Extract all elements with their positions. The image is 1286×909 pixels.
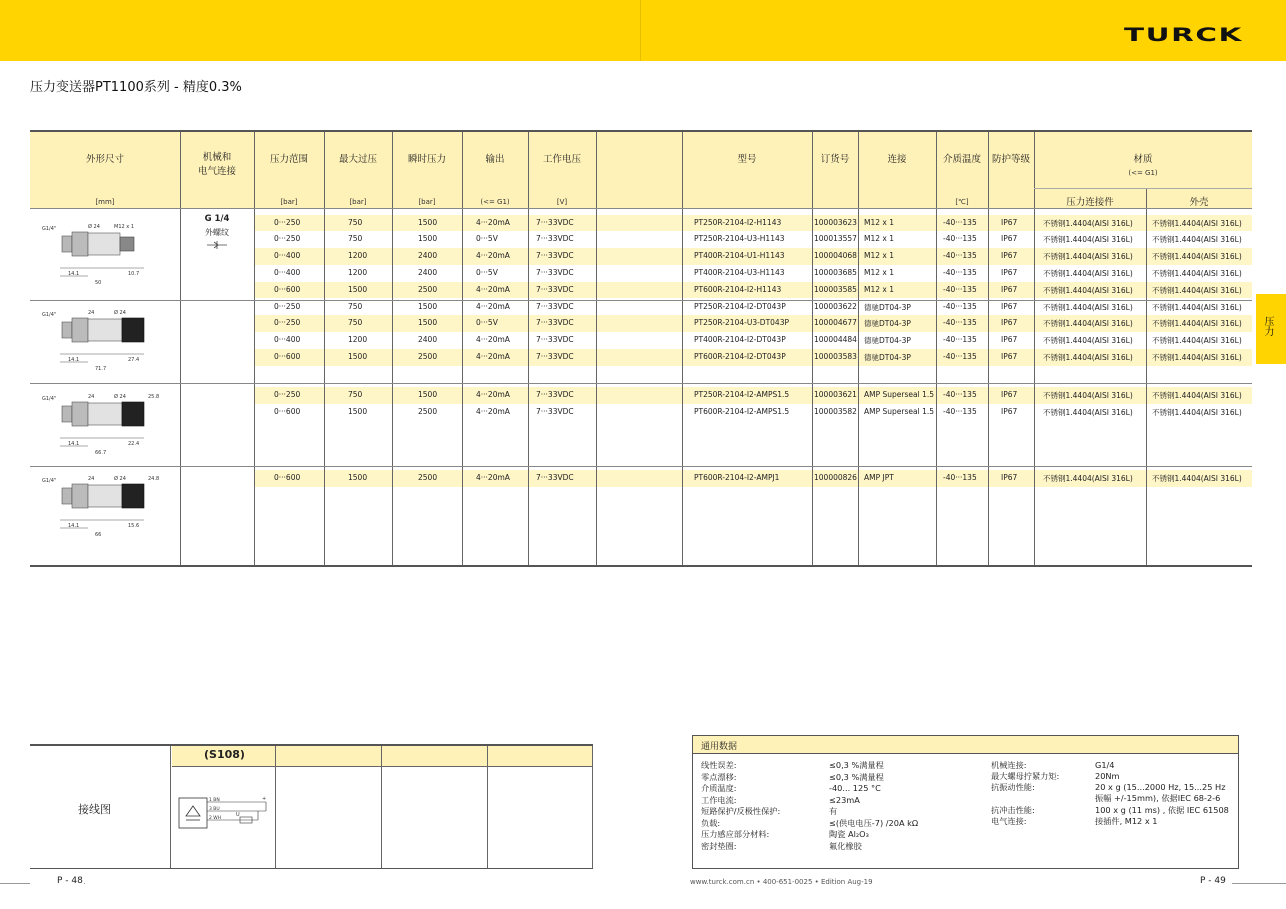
cell-burst: 1500	[418, 217, 438, 227]
cell-burst: 1500	[418, 318, 438, 328]
cell-ip: IP67	[1001, 284, 1018, 294]
cell-plug: M12 x 1	[864, 267, 894, 277]
brand-logo: TURCK	[1124, 24, 1243, 46]
cell-ident: 100003585	[814, 284, 857, 294]
dimension-label: 10.7	[128, 271, 140, 277]
spec-label: 工作电流:	[701, 794, 737, 805]
cell-ident: 100013557	[814, 234, 857, 244]
cell-mat1: 不锈钢1.4404(AISI 316L)	[1043, 407, 1133, 417]
dimension-label: 14.1	[68, 441, 80, 447]
cell-mat2: 不锈钢1.4404(AISI 316L)	[1152, 336, 1242, 346]
cell-temp: -40···135	[943, 390, 977, 399]
dimension-label: G1/4"	[42, 226, 57, 232]
cell-out: 4···20mA	[476, 251, 510, 261]
header-pressure-range: 压力范围	[269, 154, 308, 165]
table-row	[254, 315, 1252, 332]
cell-range: 0···600	[274, 473, 301, 482]
cell-ident: 100003685	[814, 267, 857, 277]
sensor-drawing	[40, 388, 170, 460]
cell-mat2: 不锈钢1.4404(AISI 316L)	[1152, 235, 1242, 245]
pin-3-label: 3 BU	[209, 807, 220, 812]
cell-out: 4···20mA	[476, 390, 510, 399]
header-temp: 介质温度	[942, 154, 981, 165]
dimension-label: 24.8	[148, 476, 160, 482]
cell-plug: M12 x 1	[864, 251, 894, 261]
side-tab-label: 压力	[1262, 316, 1273, 336]
spec-value: ≤23mA	[829, 794, 860, 805]
spec-label: 抗冲击性能:	[991, 805, 1035, 815]
table-row	[254, 215, 1252, 232]
spec-label: 零点漂移:	[701, 771, 737, 782]
table-row	[254, 265, 1252, 282]
cell-ip: IP67	[1001, 390, 1018, 399]
cell-burst: 1500	[418, 301, 438, 311]
spec-label: 机械连接:	[991, 760, 1027, 770]
cell-over: 750	[348, 390, 363, 399]
cell-ip: IP67	[1001, 318, 1018, 328]
dimension-label: 15.6	[128, 523, 140, 529]
cell-range: 0···250	[274, 301, 301, 311]
sensor-drawing	[40, 218, 170, 290]
dimension-label: 22.4	[128, 441, 140, 447]
cell-type: PT250R-2104-I2-AMPS1.5	[694, 390, 790, 399]
dimension-label: Ø 24	[114, 476, 126, 482]
cell-plug: 德驰DT04-3P	[864, 336, 911, 346]
table-row	[254, 387, 1252, 404]
spec-value: ≤0,3 %满量程	[829, 760, 884, 770]
cell-range: 0···250	[274, 390, 301, 399]
cell-ident: 100003621	[814, 390, 857, 399]
load-label: U	[236, 812, 240, 818]
cell-temp: -40···135	[943, 335, 977, 345]
spec-label: 介质温度:	[701, 783, 737, 793]
cell-type: PT250R-2104-I2-DT043P	[694, 301, 786, 311]
cell-range: 0···600	[274, 284, 301, 294]
cell-mat1: 不锈钢1.4404(AISI 316L)	[1043, 336, 1133, 346]
cell-range: 0···250	[274, 234, 301, 244]
cell-type: PT400R-2104-I2-DT043P	[694, 335, 786, 345]
table-header	[30, 132, 1252, 208]
header-max-overpressure-unit: [bar]	[349, 198, 367, 206]
header-material-conn: 压力连接件	[1066, 197, 1114, 208]
dimension-label: 50	[95, 280, 102, 286]
cell-ident: 100004068	[814, 251, 857, 261]
wiring-label: 接线图	[78, 803, 111, 816]
dimension-label: 14.1	[68, 357, 80, 363]
spec-value: ≤(供电电压-7) /20A kΩ	[829, 817, 919, 828]
cell-ip: IP67	[1001, 267, 1018, 277]
header-connection: 机械和 电气连接	[197, 152, 236, 177]
header-material-unit: (<= G1)	[1128, 169, 1158, 177]
cell-temp: -40···135	[943, 267, 977, 277]
dimension-label: 24	[88, 310, 95, 316]
cell-out: 4···20mA	[476, 284, 510, 294]
cell-range: 0···250	[274, 318, 301, 328]
general-data-title: 通用数据	[701, 742, 738, 752]
cell-volt: 7···33VDC	[536, 473, 574, 482]
cell-range: 0···400	[274, 251, 301, 261]
dimension-label: 71.7	[95, 366, 107, 372]
cell-mat1: 不锈钢1.4404(AISI 316L)	[1043, 319, 1133, 329]
dimension-label: 24	[88, 394, 95, 400]
cell-over: 1500	[348, 284, 368, 294]
cell-mat1: 不锈钢1.4404(AISI 316L)	[1043, 474, 1133, 483]
cell-over: 1500	[348, 351, 368, 361]
cell-mat1: 不锈钢1.4404(AISI 316L)	[1043, 391, 1133, 400]
plus-label: +	[262, 796, 267, 802]
cell-mat1: 不锈钢1.4404(AISI 316L)	[1043, 252, 1133, 262]
spec-value: 氟化橡胶	[829, 840, 862, 851]
cell-type: PT600R-2104-I2-AMPJ1	[694, 473, 780, 482]
cell-mat2: 不锈钢1.4404(AISI 316L)	[1152, 352, 1242, 362]
cell-mat1: 不锈钢1.4404(AISI 316L)	[1043, 235, 1133, 245]
cell-mat2: 不锈钢1.4404(AISI 316L)	[1152, 218, 1242, 228]
cell-mat2: 不锈钢1.4404(AISI 316L)	[1152, 391, 1242, 400]
header-ident: 订货号	[820, 154, 850, 165]
cell-volt: 7···33VDC	[536, 318, 574, 328]
cell-mat1: 不锈钢1.4404(AISI 316L)	[1043, 352, 1133, 362]
cell-type: PT250R-2104-I2-H1143	[694, 217, 782, 227]
cell-ip: IP67	[1001, 217, 1018, 227]
cell-over: 750	[348, 318, 363, 328]
spec-label: 抗振动性能:	[991, 782, 1035, 792]
cell-ip: IP67	[1001, 406, 1018, 416]
cell-burst: 1500	[418, 234, 438, 244]
header-plug: 连接	[887, 154, 907, 165]
header-voltage-unit: [V]	[556, 198, 568, 206]
cell-over: 1200	[348, 267, 368, 277]
spec-value: 陶瓷 Al₂O₃	[829, 829, 869, 839]
cell-plug: AMP Superseal 1.5	[864, 406, 934, 416]
cell-ip: IP67	[1001, 301, 1018, 311]
cell-type: PT250R-2104-U3-H1143	[694, 234, 785, 244]
cell-out: 0···5V	[476, 318, 498, 328]
dimension-label: M12 x 1	[114, 224, 134, 230]
cell-ident: 100000826	[814, 473, 857, 482]
cell-out: 0···5V	[476, 267, 498, 277]
header-output: 输出	[485, 154, 505, 165]
cell-plug: 德驰DT04-3P	[864, 352, 911, 362]
cell-mat1: 不锈钢1.4404(AISI 316L)	[1043, 268, 1133, 278]
header-burst-pressure: 瞬时压力	[407, 154, 446, 165]
header-pressure-range-unit: [bar]	[280, 198, 298, 206]
cell-ip: IP67	[1001, 234, 1018, 244]
cell-mat1: 不锈钢1.4404(AISI 316L)	[1043, 285, 1133, 295]
group1-connection-sub: 外螺纹	[205, 228, 229, 237]
cell-ip: IP67	[1001, 251, 1018, 261]
cell-ident: 100003622	[814, 301, 857, 311]
dimension-label: 66	[95, 532, 102, 538]
cell-ident: 100003582	[814, 406, 857, 416]
cell-ident: 100003583	[814, 351, 857, 361]
group1-connection: G 1/4	[204, 214, 230, 224]
dimension-label: 14.1	[68, 271, 80, 277]
cell-burst: 2500	[418, 351, 438, 361]
header-voltage: 工作电压	[542, 154, 581, 165]
footer-page-left: P - 48	[57, 876, 83, 886]
spec-value: 有	[829, 806, 838, 816]
header-temp-unit: [℃]	[955, 198, 969, 206]
dimension-label: 66.7	[95, 450, 107, 456]
table-row	[254, 231, 1252, 248]
cell-plug: 德驰DT04-3P	[864, 302, 911, 312]
cell-temp: -40···135	[943, 406, 977, 416]
header-material-housing: 外壳	[1189, 197, 1209, 208]
cell-range: 0···400	[274, 267, 301, 277]
cell-plug: 德驰DT04-3P	[864, 319, 911, 329]
cell-type: PT600R-2104-I2-AMPS1.5	[694, 406, 790, 416]
table-row	[254, 299, 1252, 316]
header-material: 材质	[1133, 154, 1153, 165]
spec-label: 短路保护/反极性保护:	[701, 806, 781, 816]
dimension-label: 24	[88, 476, 95, 482]
dimension-label: 25.8	[148, 394, 160, 400]
cell-mat2: 不锈钢1.4404(AISI 316L)	[1152, 268, 1242, 278]
cell-out: 4···20mA	[476, 351, 510, 361]
cell-temp: -40···135	[943, 284, 977, 294]
cell-temp: -40···135	[943, 318, 977, 328]
cell-temp: -40···135	[943, 473, 977, 482]
cell-over: 1500	[348, 473, 368, 482]
spec-value: -40... 125 °C	[829, 783, 881, 793]
pin-1-label: 1 BN	[209, 798, 220, 803]
cell-over: 1500	[348, 406, 368, 416]
cell-mat1: 不锈钢1.4404(AISI 316L)	[1043, 302, 1133, 312]
header-max-overpressure: 最大过压	[338, 154, 377, 165]
cell-out: 4···20mA	[476, 406, 510, 416]
spec-label: 压力感应部分材料:	[701, 829, 770, 839]
spec-label: 电气连接:	[991, 816, 1027, 826]
cell-volt: 7···33VDC	[536, 406, 574, 416]
cell-temp: -40···135	[943, 217, 977, 227]
spec-label: 最大螺母拧紧力矩:	[991, 771, 1060, 781]
cell-volt: 7···33VDC	[536, 335, 574, 345]
dimension-label: Ø 24	[88, 224, 100, 230]
spec-value: G1/4	[1095, 760, 1115, 770]
cell-ident: 100004677	[814, 318, 857, 328]
spec-value: 接插件, M12 x 1	[1095, 816, 1158, 826]
pin-2-label: 2 WH	[209, 816, 222, 821]
spec-label: 线性误差:	[701, 760, 737, 770]
cell-burst: 2400	[418, 335, 438, 345]
cell-volt: 7···33VDC	[536, 251, 574, 261]
cell-mat2: 不锈钢1.4404(AISI 316L)	[1152, 319, 1242, 329]
cell-out: 4···20mA	[476, 473, 510, 482]
sensor-drawing	[40, 470, 170, 542]
header-dimensions-unit: [mm]	[95, 198, 115, 206]
spec-label: 负载:	[701, 817, 721, 828]
cell-plug: M12 x 1	[864, 234, 894, 244]
spec-value: 100 x g (11 ms) , 依据 IEC 61508	[1095, 805, 1229, 815]
cell-volt: 7···33VDC	[536, 234, 574, 244]
table-row	[254, 248, 1252, 265]
cell-mat2: 不锈钢1.4404(AISI 316L)	[1152, 252, 1242, 262]
cell-ip: IP67	[1001, 335, 1018, 345]
side-tab[interactable]	[1256, 294, 1286, 364]
spec-label: 密封垫圈:	[701, 840, 737, 851]
spec-value: 20Nm	[1095, 771, 1120, 781]
dimension-label: G1/4"	[42, 478, 57, 484]
cell-volt: 7···33VDC	[536, 284, 574, 294]
dimension-label: Ø 24	[114, 394, 126, 400]
cell-plug: M12 x 1	[864, 284, 894, 294]
cell-mat2: 不锈钢1.4404(AISI 316L)	[1152, 285, 1242, 295]
general-data-box	[692, 735, 1239, 869]
page-title: 压力变送器PT1100系列 - 精度0.3%	[30, 80, 242, 95]
cell-burst: 2400	[418, 251, 438, 261]
wiring-diagram	[178, 794, 270, 834]
sensor-drawing	[40, 304, 170, 376]
dimension-label: Ø 24	[114, 310, 126, 316]
cell-type: PT600R-2104-I2-DT043P	[694, 351, 786, 361]
cell-temp: -40···135	[943, 301, 977, 311]
header-dimensions: 外形尺寸	[85, 154, 124, 165]
cell-ip: IP67	[1001, 473, 1018, 482]
dimension-label: G1/4"	[42, 396, 57, 402]
cell-volt: 7···33VDC	[536, 390, 574, 399]
cell-mat1: 不锈钢1.4404(AISI 316L)	[1043, 218, 1133, 228]
cell-plug: M12 x 1	[864, 217, 894, 227]
cell-out: 4···20mA	[476, 217, 510, 227]
cell-burst: 2500	[418, 406, 438, 416]
cell-out: 4···20mA	[476, 335, 510, 345]
footer-page-right: P - 49	[1200, 876, 1226, 886]
cell-out: 0···5V	[476, 234, 498, 244]
table-row	[254, 332, 1252, 349]
dimension-label: G1/4"	[42, 312, 57, 318]
cell-burst: 2400	[418, 267, 438, 277]
cell-burst: 2500	[418, 284, 438, 294]
cell-temp: -40···135	[943, 251, 977, 261]
cell-mat2: 不锈钢1.4404(AISI 316L)	[1152, 302, 1242, 312]
cell-over: 1200	[348, 335, 368, 345]
dimension-label: 27.4	[128, 357, 140, 363]
cell-range: 0···400	[274, 335, 301, 345]
thread-symbol-icon	[205, 240, 229, 250]
table-row	[254, 470, 1252, 487]
table-row	[254, 349, 1252, 366]
spec-value: ≤0,3 %满量程	[829, 771, 884, 782]
cell-over: 750	[348, 234, 363, 244]
cell-over: 750	[348, 301, 363, 311]
cell-plug: AMP JPT	[864, 473, 894, 482]
cell-type: PT250R-2104-U3-DT043P	[694, 318, 789, 328]
cell-range: 0···600	[274, 351, 301, 361]
cell-ident: 100003623	[814, 217, 857, 227]
cell-range: 0···600	[274, 406, 301, 416]
cell-mat2: 不锈钢1.4404(AISI 316L)	[1152, 407, 1242, 417]
cell-over: 1200	[348, 251, 368, 261]
table-row	[254, 404, 1252, 421]
cell-over: 750	[348, 217, 363, 227]
cell-volt: 7···33VDC	[536, 267, 574, 277]
wiring-code: (S108)	[204, 748, 245, 761]
table-row	[254, 282, 1252, 299]
cell-type: PT400R-2104-U1-H1143	[694, 251, 785, 261]
cell-type: PT400R-2104-U3-H1143	[694, 267, 785, 277]
top-banner	[0, 0, 1286, 61]
cell-range: 0···250	[274, 217, 301, 227]
cell-temp: -40···135	[943, 351, 977, 361]
header-protection: 防护等级	[991, 154, 1030, 165]
cell-plug: AMP Superseal 1.5	[864, 390, 934, 399]
cell-temp: -40···135	[943, 234, 977, 244]
header-burst-pressure-unit: [bar]	[418, 198, 436, 206]
cell-mat2: 不锈钢1.4404(AISI 316L)	[1152, 474, 1242, 483]
dimension-label: 14.1	[68, 523, 80, 529]
footer-center: www.turck.com.cn • 400-651-0025 • Edition Aug-19	[690, 878, 873, 886]
cell-out: 4···20mA	[476, 301, 510, 311]
cell-type: PT600R-2104-I2-H1143	[694, 284, 782, 294]
cell-ip: IP67	[1001, 351, 1018, 361]
cell-volt: 7···33VDC	[536, 351, 574, 361]
cell-ident: 100004484	[814, 335, 857, 345]
spec-value: 振幅 +/-15mm), 依据IEC 68-2-6	[1095, 793, 1221, 803]
header-output-unit: (<= G1)	[480, 198, 510, 206]
spec-value: 20 x g (15...2000 Hz, 15...25 Hz	[1095, 782, 1226, 792]
header-type: 型号	[737, 154, 757, 165]
cell-burst: 2500	[418, 473, 438, 482]
cell-volt: 7···33VDC	[536, 301, 574, 311]
cell-volt: 7···33VDC	[536, 217, 574, 227]
cell-burst: 1500	[418, 390, 438, 399]
